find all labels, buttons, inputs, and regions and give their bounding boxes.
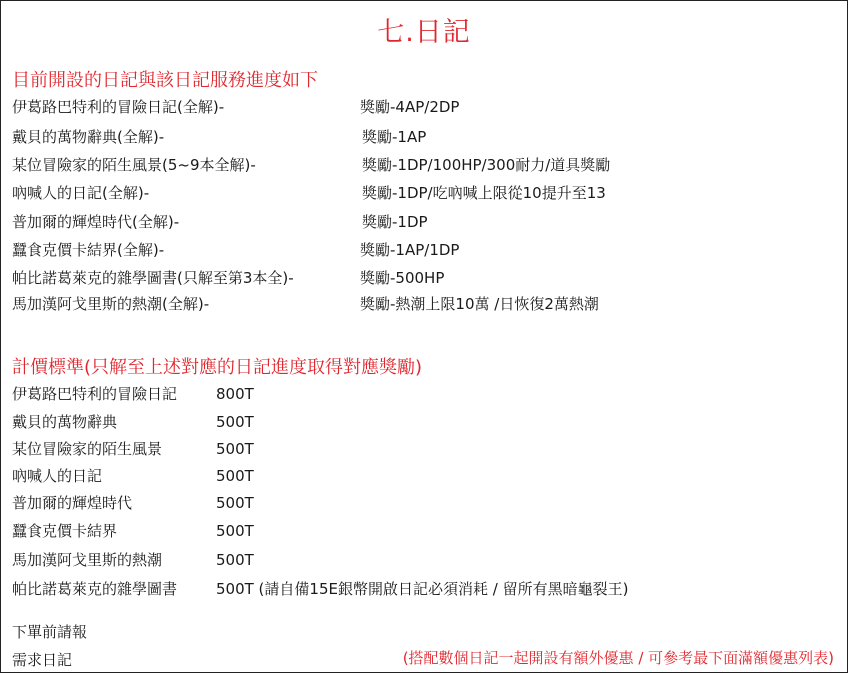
- diary-reward: 獎勵-1DP/100HP/300耐力/道具獎勵: [362, 156, 611, 174]
- section-pricing-heading: 計價標準(只解至上述對應的日記進度取得對應獎勵): [12, 357, 423, 378]
- diary-name: 馬加漢阿戈里斯的熱潮: [12, 551, 163, 569]
- diary-progress-row: [12, 293, 599, 315]
- diary-name: 吶喊人的日記: [12, 467, 103, 485]
- diary-reward: 獎勵-500HP: [360, 269, 445, 287]
- diary-progress-row: [12, 182, 606, 204]
- diary-reward: 獎勵-1AP/1DP: [360, 241, 460, 259]
- price-row: [12, 492, 254, 514]
- diary-name: 戴貝的萬物辭典(全解)-: [12, 128, 165, 146]
- diary-price: 500T: [216, 440, 254, 458]
- diary-reward: 獎勵-1DP/吃吶喊上限從10提升至13: [362, 184, 606, 202]
- diary-price: 500T: [216, 413, 254, 431]
- diary-name: 馬加漢阿戈里斯的熱潮(全解)-: [12, 295, 210, 313]
- diary-name: 普加爾的輝煌時代: [12, 494, 133, 512]
- price-row: [12, 578, 629, 600]
- price-row: [12, 411, 254, 433]
- price-row: [12, 465, 254, 487]
- diary-price: 500T (請自備15E銀幣開啟日記必須消耗 / 留所有黑暗龜裂王): [216, 580, 629, 598]
- diary-progress-row: [12, 126, 427, 148]
- diary-price: 500T: [216, 494, 254, 512]
- diary-reward: 獎勵-4AP/2DP: [360, 98, 460, 116]
- diary-reward: 獎勵-1DP: [362, 213, 428, 231]
- diary-name: 蠶食克價卡結界: [12, 522, 118, 540]
- diary-name: 吶喊人的日記(全解)-: [12, 184, 150, 202]
- diary-name: 伊葛路巴特利的冒險日記(全解)-: [12, 98, 225, 116]
- diary-progress-row: [12, 239, 460, 261]
- section-diary-progress-heading: 目前開設的日記與該日記服務進度如下: [12, 70, 318, 91]
- diary-price: 500T: [216, 551, 254, 569]
- diary-progress-row: [12, 154, 611, 176]
- diary-progress-row: [12, 211, 428, 233]
- diary-name: 伊葛路巴特利的冒險日記: [12, 385, 178, 403]
- diary-progress-row: [12, 267, 445, 289]
- page-title: 七.日記: [377, 17, 471, 48]
- diary-price: 500T: [216, 467, 254, 485]
- diary-name: 帕比諾葛萊克的雜學圖書(只解至第3本全)-: [12, 269, 294, 287]
- diary-reward: 獎勵-1AP: [362, 128, 427, 146]
- diary-price: 800T: [216, 385, 254, 403]
- price-row: [12, 383, 254, 405]
- discount-note: (搭配數個日記一起開設有額外優惠 / 可參考最下面滿額優惠列表): [402, 649, 834, 667]
- diary-name: 普加爾的輝煌時代(全解)-: [12, 213, 180, 231]
- order-instruction-line2: 需求日記: [12, 651, 73, 669]
- diary-name: 某位冒險家的陌生風景(5~9本全解)-: [12, 156, 256, 174]
- price-row: [12, 520, 254, 542]
- order-instruction-line1: 下單前請報: [12, 623, 88, 641]
- diary-reward: 獎勵-熱潮上限10萬 /日恢復2萬熱潮: [360, 295, 599, 313]
- diary-name: 蠶食克價卡結界(全解)-: [12, 241, 165, 259]
- diary-name: 某位冒險家的陌生風景: [12, 440, 163, 458]
- diary-price: 500T: [216, 522, 254, 540]
- diary-name: 帕比諾葛萊克的雜學圖書: [12, 580, 178, 598]
- price-row: [12, 438, 254, 460]
- price-row: [12, 549, 254, 571]
- diary-name: 戴貝的萬物辭典: [12, 413, 118, 431]
- diary-progress-row: [12, 96, 460, 118]
